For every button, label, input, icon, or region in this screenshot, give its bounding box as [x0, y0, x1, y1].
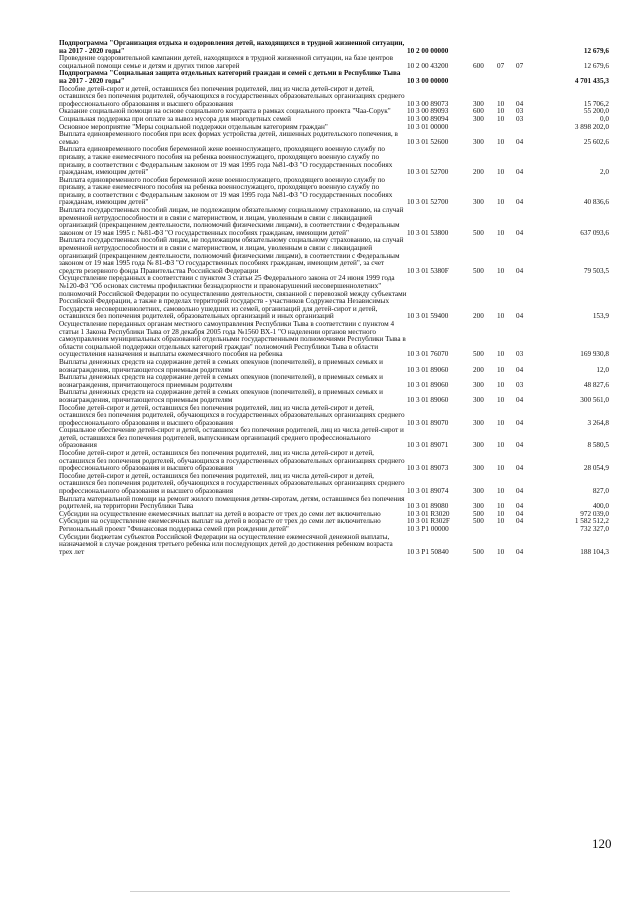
- section-code: 10: [497, 464, 505, 473]
- amount: 15 706,2: [583, 99, 609, 108]
- table-row: [59, 321, 609, 359]
- subsection-code: 03: [516, 350, 524, 359]
- target-article-code: 10 3 01 89073: [407, 464, 449, 473]
- section-code: 10: [497, 380, 505, 389]
- target-article-code: 10 3 00 89093: [407, 107, 449, 116]
- section-code: 10: [497, 350, 505, 359]
- amount: 8 580,5: [587, 441, 609, 450]
- subsection-code: 04: [516, 547, 524, 556]
- expense-type-code: 300: [473, 487, 484, 496]
- amount: 153,9: [592, 312, 609, 321]
- target-article-code: 10 3 00 89073: [407, 99, 449, 108]
- target-article-code: 10 3 01 89071: [407, 441, 449, 450]
- item-name: Выплата единовременного пособия при всех формах устройства детей, лишенных родительского попечения, в семью: [59, 130, 398, 146]
- expense-type-code: [473, 124, 497, 132]
- amount: 12,0: [596, 365, 609, 374]
- section-code: 10: [497, 107, 505, 116]
- amount: 827,0: [592, 487, 609, 496]
- expense-type-code: [473, 70, 497, 85]
- item-name: Пособие детей-сирот и детей, оставшихся без попечения родителей, лиц из числа детей-сирот и детей, оставшихся без попечения родителей, обучающихся в государственных образовательных организациях среднего профессионального образования и высшего образования: [59, 471, 405, 496]
- amount: 40 836,6: [583, 198, 609, 207]
- subsection-code: 04: [516, 198, 524, 207]
- expense-type-code: 500: [473, 350, 484, 359]
- item-name: Субсидии на осуществление ежемесячных выплат на детей в возрасте от трех до семи лет включительно: [59, 509, 381, 518]
- expense-type-code: 600: [473, 107, 484, 116]
- table-row: [59, 389, 609, 404]
- amount: 169 930,8: [580, 350, 609, 359]
- item-name: Выплата единовременного пособия беременной жене военнослужащего, проходящего военную службу по призыву, а также ежемесячного пособия на ребенка военнослужащего, проходящего военную службу по призыву, в соответствии с Федеральным законом от 19 мая 1995 года №81-ФЗ "О государственных пособиях гражданам, имеющим детей": [59, 175, 393, 207]
- item-name: Оказание социальной помощи на основе социального контракта в рамках социального проекта "Чаа-Сорук": [59, 107, 391, 116]
- table-row: [59, 374, 609, 389]
- footer-divider: [130, 891, 510, 892]
- budget-table: [59, 40, 609, 556]
- target-article-code: 10 3 01 76070: [407, 350, 449, 359]
- subsection-code: 04: [516, 517, 524, 526]
- section-code: 10: [497, 312, 505, 321]
- target-article-code: 10 3 00 89094: [407, 114, 449, 123]
- table-row: [59, 86, 609, 109]
- table-row: [59, 55, 609, 70]
- amount: 732 327,0: [580, 525, 609, 533]
- item-name: Выплаты денежных средств на содержание детей в семьях опекунов (попечителей), в приемных семьях и вознаграждения, причитающегося приемным родителям: [59, 357, 383, 374]
- target-article-code: 10 3 01 52600: [407, 137, 449, 146]
- subsection-code: 04: [516, 228, 524, 237]
- table-row: [59, 473, 609, 496]
- item-name: Выплата единовременного пособия беременной жене военнослужащего, проходящего военную службу по призыву, а также ежемесячного пособия на ребенка военнослужащего, проходящего военную службу по призыву, в соответствии с Федеральным законом от 19 мая 1995 года №81-ФЗ "О государственных пособиях гражданам, имеющим детей": [59, 145, 393, 177]
- section-code: 10: [497, 547, 505, 556]
- table-row: [59, 131, 609, 146]
- expense-type-code: 500: [473, 547, 484, 556]
- section-code: 10: [497, 266, 505, 275]
- item-name: Субсидии бюджетам субъектов Российской Федерации на осуществление ежемесячной денежной выплаты, назначаемой в случае рождения третьего ребенка или последующих детей до достижения ребенком возраста трех лет: [59, 532, 393, 556]
- expense-type-code: 500: [473, 228, 484, 237]
- section-code: [497, 526, 516, 534]
- table-row: [59, 207, 609, 237]
- target-article-code: 10 3 01 89074: [407, 487, 449, 496]
- amount: 188 104,3: [580, 547, 609, 556]
- amount: 1 582 512,2: [574, 517, 609, 526]
- item-name: Выплаты денежных средств на содержание детей в семьях опекунов (попечителей), в приемных семьях и вознаграждения, причитающегося приемным родителям: [59, 388, 383, 404]
- item-name: Осуществление переданных в соответствии с пунктом 3 статьи 25 Федерального закона от 24 июня 1999 года №120-ФЗ "Об основах системы профилактики безнадзорности и правонарушений несовершеннолетних" полномочий Российской Федерации по осуществлению деятельности, связанной с перевозкой между субъектами Российской Федерации, а также в пределах территорий государств - участников Содружества Независимых Государств несовершеннолетних, самовольно ушедших из семей, организаций для детей-сирот и детей, оставшихся без попечения родителей, образовательных организаций и иных организаций: [59, 274, 407, 321]
- item-name: Пособие детей-сирот и детей, оставшихся без попечения родителей, лиц из числа детей-сирот и детей, оставшихся без попечения родителей, обучающихся в государственных образовательных организациях среднего профессионального образования и высшего образования: [59, 84, 405, 108]
- expense-type-code: 500: [473, 266, 484, 275]
- table-row: [59, 405, 609, 428]
- amount: 4 701 435,3: [574, 76, 609, 85]
- amount: 300 561,0: [580, 395, 609, 404]
- section-code: 10: [497, 114, 505, 123]
- subsection-code: [516, 70, 538, 85]
- expense-type-code: 300: [473, 502, 484, 511]
- expense-type-code: [473, 526, 497, 534]
- item-name: Пособие детей-сирот и детей, оставшихся без попечения родителей, лиц из числа детей-сирот и детей, оставшихся без попечения родителей, обучающихся в государственных образовательных организациях среднего профессионального образования и высшего образования: [59, 403, 405, 427]
- subsection-code: 04: [516, 502, 524, 511]
- expense-type-code: 300: [473, 99, 484, 108]
- amount: 3 264,8: [587, 418, 609, 427]
- amount: 28 054,9: [583, 464, 609, 473]
- section-code: 10: [497, 198, 505, 207]
- amount: 25 602,6: [583, 137, 609, 146]
- table-row: [59, 275, 609, 321]
- target-article-code: 10 3 01 52700: [407, 198, 449, 207]
- amount: 3 898 202,0: [574, 122, 609, 131]
- target-article-code: 10 3 01 52700: [407, 168, 449, 177]
- table-row: [59, 427, 609, 450]
- subsection-code: [516, 40, 538, 55]
- amount: 400,0: [592, 502, 609, 511]
- target-article-code: 10 3 01 89060: [407, 395, 449, 404]
- budget-table-body: [59, 40, 609, 556]
- target-article-code: 10 3 01 59400: [407, 312, 449, 321]
- section-code: 10: [497, 441, 505, 450]
- section-code: 10: [497, 418, 505, 427]
- table-row: [59, 70, 609, 85]
- item-name: Подпрограмма "Организация отдыха и оздоровления детей, находящихся в трудной жизненной ситуации, на 2017 - 2020 годы": [59, 39, 405, 55]
- target-article-code: 10 3 01 R3020: [407, 509, 450, 518]
- subsection-code: 04: [516, 487, 524, 496]
- target-article-code: 10 2 00 00000: [407, 46, 449, 55]
- subsection-code: 04: [516, 365, 524, 374]
- table-row: [59, 359, 609, 374]
- subsection-code: 03: [516, 114, 524, 123]
- target-article-code: 10 3 00 00000: [407, 76, 449, 85]
- subsection-code: 03: [516, 107, 524, 116]
- expense-type-code: 300: [473, 395, 484, 404]
- target-article-code: 10 3 01 89060: [407, 365, 449, 374]
- table-row: [59, 496, 609, 511]
- item-name: Социальное обеспечение детей-сирот и детей, оставшихся без попечения родителей, лиц из числа детей-сирот и детей, оставшихся без попечения родителей, выпускникам организаций среднего профессионального образования: [59, 426, 404, 450]
- target-article-code: 10 3 01 53800: [407, 228, 449, 237]
- page-number: 120: [592, 836, 612, 851]
- section-code: [497, 70, 516, 85]
- expense-type-code: 500: [473, 509, 484, 518]
- target-article-code: 10 3 01 89070: [407, 418, 449, 427]
- target-article-code: 10 3 01 R302F: [407, 517, 450, 526]
- target-article-code: 10 3 01 89080: [407, 502, 449, 511]
- subsection-code: 04: [516, 464, 524, 473]
- expense-type-code: 300: [473, 464, 484, 473]
- item-name: Выплата государственных пособий лицам, не подлежащим обязательному социальному страхованию, на случай временной нетрудоспособности и в связи с материнством, и лицам, уволенным в связи с ликвидацией организаций (прекращением деятельности, полномочий физическими лицами), в соответствии с Федеральным законом от 19 мая 1995 года № 81-ФЗ "О государственных пособиях гражданам, имеющим детей", за счет средств резервного фонда Правительства Российской Федерации: [59, 236, 404, 275]
- subsection-code: 03: [516, 380, 524, 389]
- subsection-code: 04: [516, 137, 524, 146]
- section-code: 10: [497, 395, 505, 404]
- item-name: Выплата государственных пособий лицам, не подлежащим обязательному социальному страхованию, на случай временной нетрудоспособности и в связи с материнством, и лицам, уволенным в связи с ликвидацией организаций (прекращением деятельности, полномочий физическими лицами), в соответствии с Федеральным законом от 19 мая 1995 г. №81-ФЗ "О государственных пособиях гражданам, имеющим детей": [59, 206, 404, 237]
- item-name: Выплаты денежных средств на содержание детей в семьях опекунов (попечителей), в приемных семьях и вознаграждения, причитающегося приемным родителям: [59, 373, 383, 389]
- amount: 12 679,6: [583, 61, 609, 70]
- amount: 637 093,6: [580, 228, 609, 237]
- table-row: [59, 237, 609, 275]
- item-name: Субсидии на осуществление ежемесячных выплат на детей в возрасте от трех до семи лет включительно: [59, 517, 381, 526]
- subsection-code: 04: [516, 99, 524, 108]
- section-code: 10: [497, 517, 505, 526]
- subsection-code: [516, 526, 538, 534]
- section-code: 10: [497, 487, 505, 496]
- expense-type-code: 500: [473, 517, 484, 526]
- target-article-code: 10 3 P1 50840: [407, 547, 449, 556]
- item-name: Проведение оздоровительной кампании детей, находящихся в трудной жизненной ситуации, на базе центров социальной помощи семье и детям и других типов лагерей: [59, 54, 394, 70]
- section-code: 10: [497, 502, 505, 511]
- expense-type-code: 300: [473, 441, 484, 450]
- expense-type-code: 200: [473, 312, 484, 321]
- item-name: Подпрограмма "Социальная защита отдельных категорий граждан и семей с детьми в Республике Тыва на 2017 - 2020 годы": [59, 69, 401, 85]
- amount: 12 679,6: [583, 46, 609, 55]
- expense-type-code: 600: [473, 61, 484, 70]
- item-name: Региональный проект "Финансовая поддержка семей при рождении детей": [59, 525, 289, 533]
- target-article-code: 10 3 01 89060: [407, 380, 449, 389]
- amount: 972 039,0: [580, 509, 609, 518]
- subsection-code: [516, 124, 538, 132]
- item-name: Осуществление переданных органам местного самоуправления Республики Тыва в соответствии с пунктом 4 статьи 1 Закона Республики Тыва от 28 декабря 2005 года №1560 ВХ-1 "О наделении органов местного самоуправления муниципальных образований отдельными государственными полномочиями Республики Тыва в области социальной поддержки отдельных категорий граждан" полномочий Республики Тыва в области осуществления назначения и выплаты ежемесячного пособия на ребенка: [59, 319, 406, 359]
- expense-type-code: 200: [473, 365, 484, 374]
- expense-type-code: 300: [473, 418, 484, 427]
- expense-type-code: 300: [473, 114, 484, 123]
- item-name: Основное мероприятие "Меры социальной поддержки отдельным категориям граждан": [59, 122, 328, 131]
- section-code: 07: [497, 61, 505, 70]
- item-name: Пособие детей-сирот и детей, оставшихся без попечения родителей, лиц из числа детей-сирот и детей, оставшихся без попечения родителей, обучающихся в государственных образовательных организациях среднего профессионального образования и высшего образования: [59, 449, 405, 473]
- section-code: 10: [497, 365, 505, 374]
- amount: 55 200,0: [583, 107, 609, 116]
- expense-type-code: 300: [473, 380, 484, 389]
- amount: 79 503,5: [583, 266, 609, 275]
- section-code: 10: [497, 168, 505, 177]
- table-row: [59, 450, 609, 473]
- target-article-code: 10 3 P1 00000: [407, 525, 449, 533]
- subsection-code: 04: [516, 418, 524, 427]
- subsection-code: 04: [516, 395, 524, 404]
- item-name: Социальная поддержка при оплате за вывоз мусора для многодетных семей: [59, 114, 291, 123]
- target-article-code: 10 3 01 00000: [407, 122, 449, 131]
- table-row: [59, 177, 609, 207]
- expense-type-code: 300: [473, 198, 484, 207]
- item-name: Выплата материальной помощи на ремонт жилого помещения детям-сиротам, детям, оставшимся без попечения родителей, на территории Республики Тыва: [59, 494, 405, 511]
- section-code: [497, 40, 516, 55]
- amount: 48 827,6: [583, 380, 609, 389]
- subsection-code: 04: [516, 168, 524, 177]
- expense-type-code: 200: [473, 168, 484, 177]
- table-row: [59, 40, 609, 55]
- section-code: [497, 124, 516, 132]
- target-article-code: 10 3 01 5380F: [407, 266, 449, 275]
- subsection-code: 04: [516, 266, 524, 275]
- subsection-code: 04: [516, 509, 524, 518]
- amount: 2,0: [600, 168, 609, 177]
- section-code: 10: [497, 137, 505, 146]
- table-row: [59, 534, 609, 557]
- subsection-code: 04: [516, 312, 524, 321]
- section-code: 10: [497, 509, 505, 518]
- subsection-code: 07: [516, 61, 524, 70]
- expense-type-code: 300: [473, 137, 484, 146]
- expense-type-code: [473, 40, 497, 55]
- section-code: 10: [497, 99, 505, 108]
- target-article-code: 10 2 00 43200: [407, 61, 449, 70]
- table-row: [59, 146, 609, 176]
- section-code: 10: [497, 228, 505, 237]
- subsection-code: 04: [516, 441, 524, 450]
- amount: 0,0: [600, 114, 609, 123]
